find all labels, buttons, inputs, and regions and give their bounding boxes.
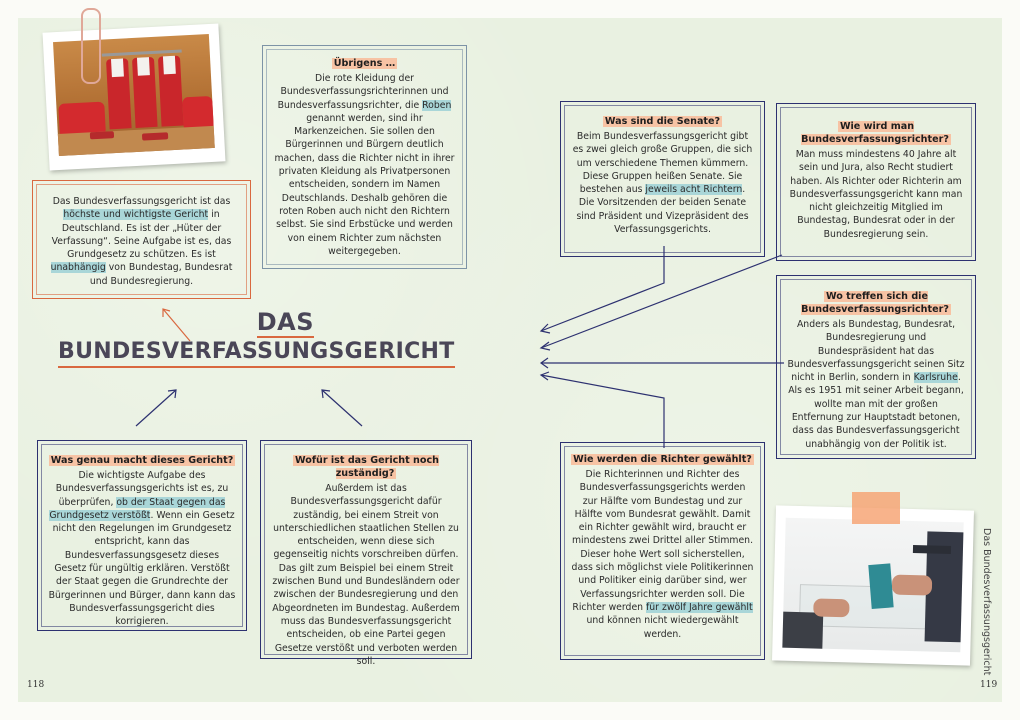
become-judge-box xyxy=(776,103,976,261)
tasks-text: Die wichtigste Aufgabe des Bundesverfassungsgerichts ist es, zu überprüfen, ob der Staat gegen das Grundgesetz verstößt. Wenn ein Gesetz nicht den Regelungen im Grundgesetz entspricht, kann das Bundesverfassungsgesetz dieses Gesetz für ungültig erklären. Verstößt der Staat gegen die Grundrechte der Bürgerinnen und Bürger, dann kann das Bundesverfassungsgericht dies korrigieren. xyxy=(48,470,236,628)
title-line2: BUNDESVERFASSUNGSGERICHT xyxy=(58,338,455,368)
location-heading: Wo treffen sich die Bundesverfassungsrichter? xyxy=(801,291,949,315)
intro-text: Das Bundesverfassungsgericht ist das höchste und wichtigste Gericht in Deutschland. Es ist der „Hüter der Verfassung“. Seine Aufgabe ist es, das Grundgesetz zu schützen. Es ist unabhängig von Bundestag, Bundesrat und Bundesregierung. xyxy=(50,196,233,287)
become-judge-text: Man muss mindestens 40 Jahre alt sein und Jura, also Recht studiert haben. Als Richter oder Richterin am Bundesverfassungsgericht kann man nicht gleichzeitig Mitglied im Bundestag, Bundesrat oder in der Bundesregierung sein. xyxy=(789,149,963,240)
tasks-box xyxy=(37,440,247,631)
page-number-right: 119 xyxy=(980,680,998,690)
location-text: Anders als Bundestag, Bundesrat, Bundesregierung und Bundespräsident hat das Bundesverfassungsgericht seinen Sitz nicht in Berlin, sondern in Karlsruhe. Als es 1951 mit seiner Arbeit begann, wollte man mit der großen Entfernung zur Hauptstadt betonen, dass das Bundesverfassungsgericht unabhängig von der Politik ist. xyxy=(787,319,965,450)
election-box xyxy=(560,442,765,660)
election-text: Die Richterinnen und Richter des Bundesverfassungsgerichts werden zur Hälfte vom Bundestag und zur Hälfte vom Bundesrat gewählt. Damit ein Richter gewählt wird, braucht er mindestens zwei Drittel aller Stimmen. Dieser hohe Wert soll sicherstellen, dass sich möglichst viele Politikerinnen und Politiker einig darüber sind, wer Verfassungsrichter werden soll. Die Richter werden für zwölf Jahre gewählt und können nicht wiedergewählt werden. xyxy=(571,469,754,640)
title-line1: DAS xyxy=(256,308,314,336)
senate-text: Beim Bundesverfassungsgericht gibt es zwei gleich große Gruppen, die sich um verschiedene Themen kümmern. Diese Gruppen heißen Senate. Sie bestehen aus jeweils acht Richtern. Die Vorsitzenden der beiden Senate sind Präsident und Vizepräsident des Verfassungsgerichts. xyxy=(572,131,753,236)
paperclip-icon xyxy=(81,8,101,84)
intro-box xyxy=(32,180,251,299)
ballot-image xyxy=(782,518,963,653)
photo-ballot-box xyxy=(772,505,974,665)
responsibilities-text: Außerdem ist das Bundesverfassungsgericht dafür zuständig, bei einem Streit von unterschiedlichen staatlichen Stellen zu entscheiden, wenn diese sich gegenseitig nichts vorschreiben dürfen. Das gilt zum Beispiel bei einem Streit zwischen Bund und Bundesländern oder zwischen der Bundesregierung und den Abgeordneten im Bundestag. Außerdem muss das Bundesverfassungsgericht entscheiden, ob eine Partei gegen Gesetze verstößt und verboten werden soll. xyxy=(272,483,460,667)
tape-strip xyxy=(852,492,900,524)
page-number-left: 118 xyxy=(27,680,45,690)
uebrigens-text: Die rote Kleidung der Bundesverfassungsrichterinnen und Bundesverfassungsrichter, die Roben genannt werden, sind ihr Markenzeichen. Sie sollen den Bürgerinnen und Bürgern deutlich machen, dass die Richter nicht in ihrer privaten Kleidung als Privatpersonen entscheiden, sondern im Namen Deutschlands. Deshalb gehören die roten Roben auch nicht den Richtern selbst. Sie sind Erbstücke und werden von einem Richter zum nächsten weitergegeben. xyxy=(274,73,455,257)
photo-red-robes xyxy=(43,23,226,170)
location-box xyxy=(776,275,976,459)
responsibilities-box xyxy=(260,440,472,667)
tasks-heading: Was genau macht dieses Gericht? xyxy=(50,455,234,466)
senate-heading: Was sind die Senate? xyxy=(604,116,721,127)
responsibilities-heading: Wofür ist das Gericht noch zuständig? xyxy=(294,455,439,479)
uebrigens-heading: Übrigens … xyxy=(333,58,396,69)
page-title xyxy=(58,308,455,368)
senate-box xyxy=(560,101,765,257)
become-judge-heading: Wie wird man Bundesverfassungsrichter? xyxy=(801,121,949,145)
uebrigens-box xyxy=(262,45,467,269)
election-heading: Wie werden die Richter gewählt? xyxy=(573,454,752,465)
running-head: Das Bundesverfassungsgericht xyxy=(981,528,992,676)
red-robes-image xyxy=(53,34,215,156)
